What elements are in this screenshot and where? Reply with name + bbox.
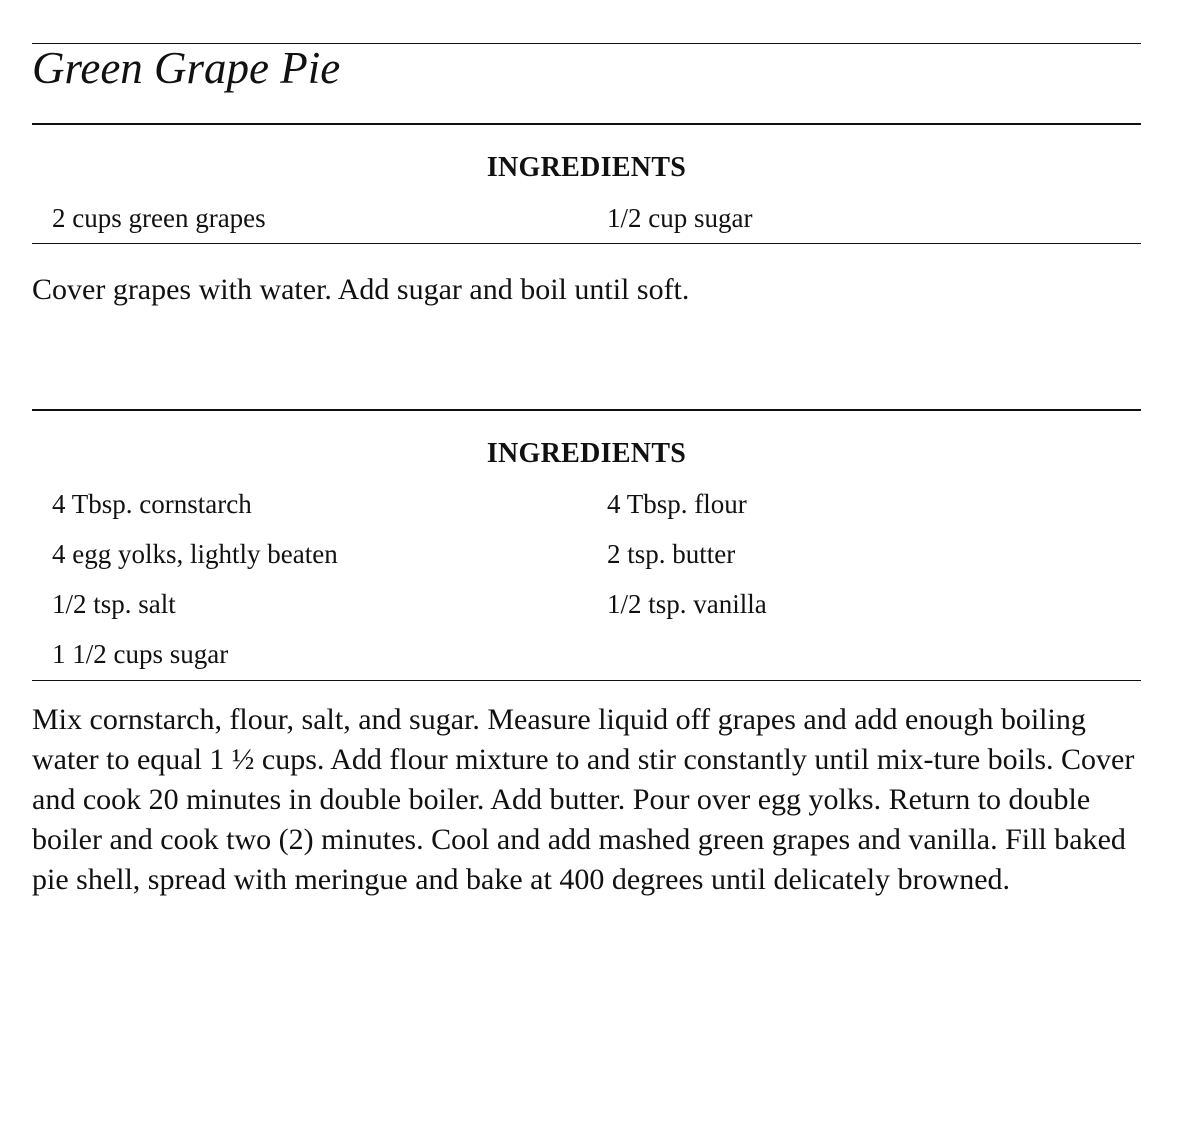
- ingredients-heading-2: INGREDIENTS: [486, 438, 687, 469]
- ingredient-item: 4 Tbsp. cornstarch: [52, 489, 252, 519]
- ingredient-item: 2 tsp. butter: [607, 539, 736, 569]
- ingredient-item: 1/2 tsp. vanilla: [607, 589, 767, 619]
- ingredients-list-2: [52, 489, 1141, 689]
- ingredient-item: 1/2 cup sugar: [607, 203, 753, 233]
- ingredient-item: 4 Tbsp. flour: [607, 489, 747, 519]
- section-1-bottom-rule: [32, 243, 1141, 244]
- instructions-2: Mix cornstarch, flour, salt, and sugar. Measure liquid off grapes and add enough boiling water to equal 1 ½ cups. Add flour mixture to and stir constantly until mix-ture boils. Cover and cook 20 minutes in double boiler. Add butter. Pour over egg yolks. Return to double boiler and cook two (2) minutes. Cool and add mashed green grapes and vanilla. Fill baked pie shell, spread with meringue and bake at 400 degrees until delicately browned.: [32, 703, 1135, 896]
- section-1-top-rule: [32, 123, 1141, 125]
- instructions-1: Cover grapes with water. Add sugar and boil until soft.: [32, 273, 690, 306]
- section-2-top-rule: [32, 409, 1141, 411]
- ingredient-item: 2 cups green grapes: [52, 203, 266, 233]
- ingredient-item: 1/2 tsp. salt: [52, 589, 176, 619]
- ingredients-heading-1: INGREDIENTS: [486, 152, 687, 183]
- ingredients-list-1: [52, 203, 1141, 253]
- recipe-title: Green Grape Pie: [32, 43, 341, 93]
- recipe-page: [32, 0, 1141, 1126]
- ingredient-item: 1 1/2 cups sugar: [52, 639, 229, 669]
- section-2-bottom-rule: [32, 680, 1141, 681]
- ingredient-item: 4 egg yolks, lightly beaten: [52, 539, 338, 569]
